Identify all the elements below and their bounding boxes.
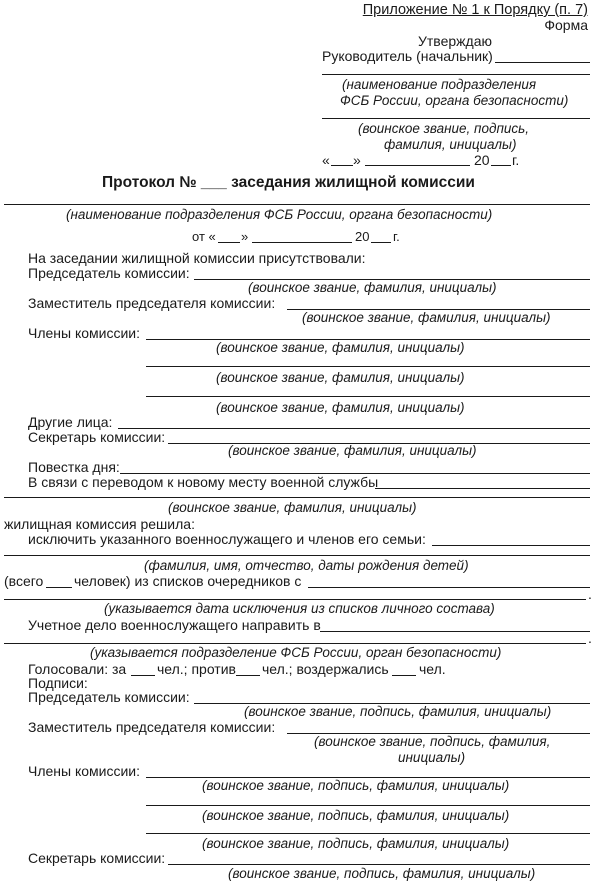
total-text-b: человек) из списков очередников с [74,573,302,589]
head-line[interactable] [495,62,590,63]
body-date-year-line[interactable] [371,242,391,243]
caption-sign-secretary: (воинское звание, подпись, фамилия, инициалы) [228,866,536,881]
body-date-day-line[interactable] [218,242,240,243]
transfer-line-2[interactable] [4,497,590,498]
others-line[interactable] [118,428,590,429]
date-mid: » [353,152,361,168]
members-label: Члены комиссии: [28,325,141,341]
caption-member-2: (воинское звание, фамилия, инициалы) [216,370,465,385]
sign-deputy-label: Заместитель председателя комиссии: [28,719,276,735]
date-day-line[interactable] [331,165,353,166]
voted-for-line[interactable] [131,675,155,676]
voted-against-line[interactable] [236,675,260,676]
transfer-line[interactable] [375,488,590,489]
member-line-2[interactable] [146,366,590,367]
sign-members-label: Члены комиссии: [28,763,141,779]
form-label: Форма [544,17,588,33]
agenda-label: Повестка дня: [28,459,120,475]
appendix-reference: Приложение № 1 к Порядку (п. 7) [362,2,588,18]
member-line-3[interactable] [146,396,590,397]
caption-exclusion: (указывается дата исключения из списков личного состава) [104,601,495,616]
body-date-month-line[interactable] [252,242,352,243]
account-line-2[interactable] [4,643,586,644]
caption-member-1: (воинское звание, фамилия, инициалы) [216,340,465,355]
chairman-label: Председатель комиссии: [28,265,190,281]
caption-unit-full: (наименование подразделения ФСБ России, органа безопасности) [66,207,493,222]
body-date-year-suffix: г. [393,229,400,244]
total-date-line[interactable] [308,587,590,588]
signatures-label: Подписи: [28,675,88,691]
voted-text-a: Голосовали: за [28,661,127,677]
sign-member-line-3[interactable] [146,833,590,834]
head-line-2[interactable] [322,74,590,75]
document-title: Протокол № ___ заседания жилищной комиссии [102,174,475,191]
caption-unit: (наименование подразделения [342,77,537,92]
caption-sign-member-3: (воинское звание, подпись, фамилия, инициалы) [202,836,510,851]
caption-rank-2: фамилия, инициалы) [384,137,517,152]
voted-text-b: чел.; против [157,661,236,677]
total-count-line[interactable] [46,587,72,588]
approve-label: Утверждаю [418,33,492,49]
exclude-text: исключить указанного военнослужащего и членов его семьи: [28,531,426,547]
exclusion-line[interactable] [4,599,586,600]
dot-1: . [588,586,592,602]
date-open: « [322,152,330,168]
date-month-line[interactable] [365,165,470,166]
caption-chairman: (воинское звание, фамилия, инициалы) [248,280,497,295]
caption-secretary: (воинское звание, фамилия, инициалы) [228,443,477,458]
family-line[interactable] [4,555,590,556]
caption-sign-deputy-b: инициалы) [398,750,466,765]
others-label: Другие лица: [28,414,113,430]
head-label: Руководитель (начальник) [322,48,493,64]
transfer-text: В связи с переводом к новому месту военной службы [28,474,379,490]
rank-line[interactable] [322,118,590,119]
caption-transfer: (воинское звание, фамилия, инициалы) [168,500,417,515]
total-text-a: (всего [4,573,44,589]
caption-sign-member-1: (воинское звание, подпись, фамилия, инициалы) [202,778,510,793]
caption-deputy: (воинское звание, фамилия, инициалы) [302,310,551,325]
body-date-year: 20 [355,229,370,244]
decided-label: жилищная комиссия решила: [4,516,195,532]
sign-member-line-2[interactable] [146,805,590,806]
voted-text-c: чел.; воздержались [262,661,389,677]
voted-abstain-line[interactable] [392,675,416,676]
caption-sign-chairman: (воинское звание, подпись, фамилия, инициалы) [244,704,552,719]
caption-rank: (воинское звание, подпись, [358,121,529,136]
sign-chairman-label: Председатель комиссии: [28,689,190,705]
account-text: Учетное дело военнослужащего направить в [28,617,321,633]
caption-unit-2: ФСБ России, органа безопасности) [340,93,569,108]
caption-sign-member-2: (воинское звание, подпись, фамилия, инициалы) [202,808,510,823]
caption-family: (фамилия, имя, отчество, даты рождения детей) [144,558,469,573]
unit-line[interactable] [4,204,590,205]
secretary-label: Секретарь комиссии: [28,429,166,445]
date-year-line[interactable] [491,165,511,166]
sign-secretary-label: Секретарь комиссии: [28,850,166,866]
account-line[interactable] [320,631,590,632]
caption-unit-fsb: (указывается подразделение ФСБ России, орган безопасности) [90,645,502,660]
caption-sign-deputy-a: (воинское звание, подпись, фамилия, [314,734,551,749]
date-year-suffix: г. [512,152,520,168]
body-date-mid: » [241,229,249,244]
exclude-line[interactable] [432,545,590,546]
caption-member-3: (воинское звание, фамилия, инициалы) [216,400,465,415]
sign-secretary-line[interactable] [168,864,590,865]
deputy-label: Заместитель председателя комиссии: [28,295,276,311]
present-label: На заседании жилищной комиссии присутствовали: [28,250,366,266]
voted-text-d: чел. [419,661,446,677]
dot-2: . [588,630,592,646]
date-year: 20 [474,152,490,168]
date-prefix: от « [192,229,216,244]
